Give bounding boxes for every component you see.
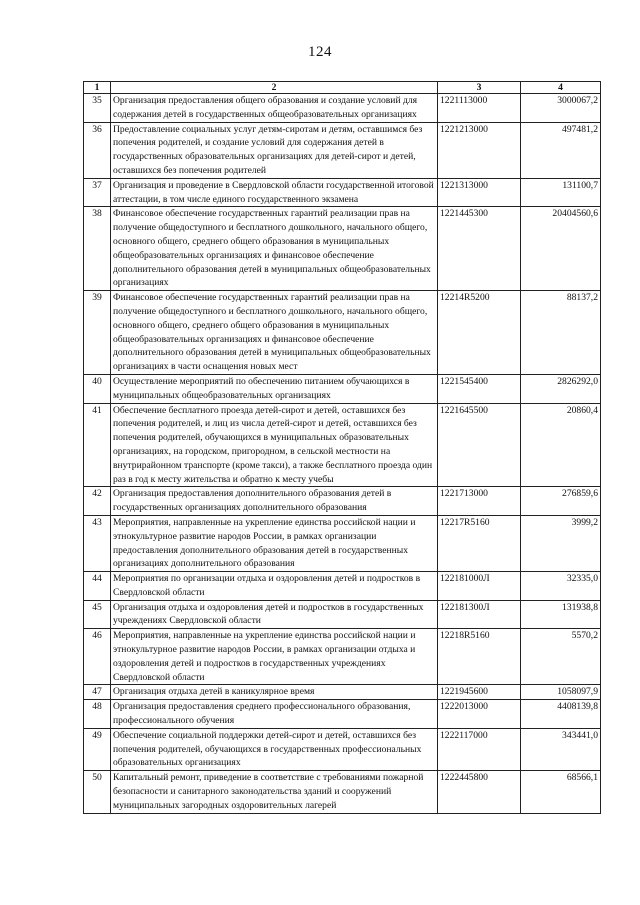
row-name: Финансовое обеспечение государственных гарантий реализации прав на получение общедоступного и бесплатного дошкольного, начального общего, основного общего, среднего общего образования в муниципальных общеобразовательных организациях и финансовое обеспечение дополнительного образования детей в муниципальных общеобразовательных организациях в части оснащения новых мест (111, 291, 438, 375)
column-header-1: 1 (84, 82, 111, 94)
row-number: 44 (84, 572, 111, 601)
table-row (84, 207, 601, 291)
table-row (84, 572, 601, 601)
row-amount: 88137,2 (521, 291, 601, 375)
row-code: 1222013000 (438, 700, 521, 729)
header-row (84, 82, 601, 94)
row-amount: 131100,7 (521, 178, 601, 207)
table-row (84, 122, 601, 178)
table-row (84, 728, 601, 770)
row-code: 1221945600 (438, 685, 521, 700)
table-row (84, 403, 601, 487)
row-amount: 4408139,8 (521, 700, 601, 729)
row-amount: 20404560,6 (521, 207, 601, 291)
row-number: 38 (84, 207, 111, 291)
row-number: 50 (84, 771, 111, 813)
row-code: 1221113000 (438, 94, 521, 123)
row-amount: 32335,0 (521, 572, 601, 601)
row-code: 1221445300 (438, 207, 521, 291)
row-name: Организация предоставления среднего профессионального образования, профессионального обучения (111, 700, 438, 729)
row-name: Организация предоставления дополнительного образования детей в государственных организациях дополнительного образования (111, 487, 438, 516)
row-code: 1222445800 (438, 771, 521, 813)
row-number: 37 (84, 178, 111, 207)
row-name: Мероприятия по организации отдыха и оздоровления детей и подростков в Свердловской области (111, 572, 438, 601)
row-number: 40 (84, 374, 111, 403)
table-row (84, 515, 601, 571)
row-amount: 68566,1 (521, 771, 601, 813)
row-number: 47 (84, 685, 111, 700)
row-number: 46 (84, 629, 111, 685)
row-name: Осуществление мероприятий по обеспечению питанием обучающихся в муниципальных общеобразовательных организациях (111, 374, 438, 403)
row-name: Организация отдыха детей в каникулярное время (111, 685, 438, 700)
row-number: 39 (84, 291, 111, 375)
table-row (84, 629, 601, 685)
row-code: 1221645500 (438, 403, 521, 487)
row-number: 36 (84, 122, 111, 178)
row-amount: 3999,2 (521, 515, 601, 571)
row-code: 1221213000 (438, 122, 521, 178)
row-name: Организация отдыха и оздоровления детей и подростков в государственных учреждениях Свердловской области (111, 600, 438, 629)
row-code: 12218R5160 (438, 629, 521, 685)
column-header-3: 3 (438, 82, 521, 94)
row-name: Предоставление социальных услуг детям-сиротам и детям, оставшимся без попечения родителей, и создание условий для содержания детей в государственных образовательных организациях для детей-сирот и детей, оставшихся без попечения родителей (111, 122, 438, 178)
row-amount: 343441,0 (521, 728, 601, 770)
row-amount: 131938,8 (521, 600, 601, 629)
row-amount: 3000067,2 (521, 94, 601, 123)
table-row (84, 771, 601, 813)
row-amount: 1058097,9 (521, 685, 601, 700)
budget-table (83, 81, 601, 814)
column-header-4: 4 (521, 82, 601, 94)
page-number: 124 (308, 44, 332, 60)
row-number: 48 (84, 700, 111, 729)
row-code: 1221313000 (438, 178, 521, 207)
row-amount: 20860,4 (521, 403, 601, 487)
row-code: 1222117000 (438, 728, 521, 770)
table-row (84, 94, 601, 123)
row-name: Организация предоставления общего образования и создание условий для содержания детей в государственных общеобразовательных организациях (111, 94, 438, 123)
row-code: 122181300Л (438, 600, 521, 629)
row-code: 12214R5200 (438, 291, 521, 375)
table-row (84, 291, 601, 375)
row-number: 35 (84, 94, 111, 123)
row-number: 43 (84, 515, 111, 571)
row-name: Финансовое обеспечение государственных гарантий реализации прав на получение общедоступного и бесплатного дошкольного, начального общего, основного общего, среднего общего образования в муниципальных общеобразовательных организациях и финансовое обеспечение дополнительного образования детей в муниципальных общеобразовательных организациях (111, 207, 438, 291)
row-name: Мероприятия, направленные на укрепление единства российской нации и этнокультурное развитие народов России, в рамках организации предоставления дополнительного образования детей в государственных организациях дополнительного образования (111, 515, 438, 571)
column-header-2: 2 (111, 82, 438, 94)
table-row (84, 374, 601, 403)
row-amount: 276859,6 (521, 487, 601, 516)
table-row (84, 700, 601, 729)
row-code: 1221713000 (438, 487, 521, 516)
row-code: 1221545400 (438, 374, 521, 403)
row-amount: 497481,2 (521, 122, 601, 178)
table-row (84, 600, 601, 629)
row-code: 122181000Л (438, 572, 521, 601)
row-code: 12217R5160 (438, 515, 521, 571)
row-number: 42 (84, 487, 111, 516)
table-row (84, 178, 601, 207)
row-number: 49 (84, 728, 111, 770)
row-name: Капитальный ремонт, приведение в соответствие с требованиями пожарной безопасности и санитарного законодательства зданий и сооружений муниципальных загородных оздоровительных лагерей (111, 771, 438, 813)
row-number: 45 (84, 600, 111, 629)
row-name: Мероприятия, направленные на укрепление единства российской нации и этнокультурное развитие народов России, в рамках организации отдыха и оздоровления детей и подростков в государственных учреждениях Свердловской области (111, 629, 438, 685)
table-body (84, 94, 601, 814)
row-number: 41 (84, 403, 111, 487)
row-name: Обеспечение бесплатного проезда детей-сирот и детей, оставшихся без попечения родителей, и лиц из числа детей-сирот и детей, оставшихся без попечения родителей, обучающихся в муниципальных образовательных организациях, на городском, пригородном, в сельской местности на внутрирайонном транспорте (кроме такси), а также бесплатного проезда один раз в год к месту жительства и обратно к месту учебы (111, 403, 438, 487)
row-name: Обеспечение социальной поддержки детей-сирот и детей, оставшихся без попечения родителей, обучающихся в государственных профессиональных образовательных организациях (111, 728, 438, 770)
row-name: Организация и проведение в Свердловской области государственной итоговой аттестации, в том числе единого государственного экзамена (111, 178, 438, 207)
row-amount: 5570,2 (521, 629, 601, 685)
row-amount: 2826292,0 (521, 374, 601, 403)
table-row (84, 685, 601, 700)
table-row (84, 487, 601, 516)
